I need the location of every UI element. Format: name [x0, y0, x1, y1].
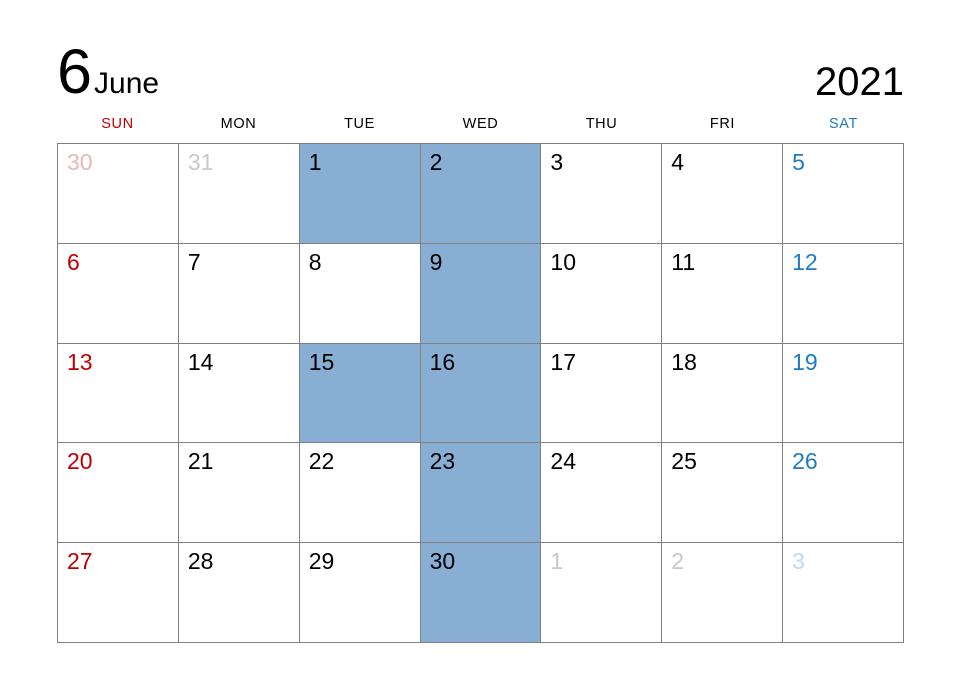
day-number: 12: [792, 248, 818, 275]
weekday-sun: SUN: [101, 116, 134, 132]
calendar-day-cell[interactable]: [179, 344, 300, 444]
day-number: 8: [308, 248, 322, 275]
calendar-day-cell[interactable]: [541, 344, 662, 444]
calendar-day-cell[interactable]: [300, 344, 421, 444]
calendar-day-cell[interactable]: [58, 244, 179, 344]
calendar-header: [57, 14, 904, 107]
day-number: 22: [308, 448, 335, 475]
day-number: 2: [671, 548, 685, 575]
weekday-sat: SAT: [829, 116, 858, 132]
calendar-day-cell[interactable]: [179, 244, 300, 344]
day-number: 10: [550, 248, 577, 275]
day-number: 2: [429, 149, 443, 175]
day-number: 17: [550, 348, 577, 375]
calendar-day-cell[interactable]: [783, 244, 904, 344]
day-number: 31: [187, 149, 214, 175]
calendar-day-cell[interactable]: [662, 344, 783, 444]
calendar-day-cell[interactable]: [421, 443, 542, 543]
day-number: 7: [187, 248, 201, 275]
calendar-day-cell[interactable]: [300, 543, 421, 643]
calendar-day-cell[interactable]: [300, 244, 421, 344]
day-number: 23: [429, 448, 456, 475]
day-number: 20: [67, 448, 93, 475]
calendar-day-cell[interactable]: [783, 144, 904, 244]
month-title: [57, 37, 160, 107]
day-number: 30: [429, 548, 456, 575]
calendar-day-cell[interactable]: [662, 543, 783, 643]
day-number: 21: [187, 448, 214, 475]
calendar-day-cell[interactable]: [783, 344, 904, 444]
calendar-day-cell[interactable]: [300, 144, 421, 244]
month-name: June: [94, 67, 160, 100]
day-number: 1: [550, 548, 564, 575]
weekday-fri: FRI: [709, 116, 736, 132]
calendar-day-cell[interactable]: [179, 543, 300, 643]
day-number: 29: [308, 548, 335, 575]
day-number: 5: [792, 149, 805, 175]
month-number: 6: [57, 37, 92, 107]
day-number: 27: [67, 548, 93, 575]
calendar-day-cell[interactable]: [179, 443, 300, 543]
day-number: 6: [67, 248, 80, 275]
weekday-header-row: [57, 116, 904, 132]
day-number: 3: [792, 548, 805, 575]
calendar-day-cell[interactable]: [541, 244, 662, 344]
weekday-mon: MON: [220, 116, 257, 132]
calendar-day-cell[interactable]: [421, 244, 542, 344]
day-number: 13: [67, 348, 93, 375]
calendar-day-cell[interactable]: [541, 543, 662, 643]
day-number: 11: [671, 248, 696, 275]
day-number: 30: [67, 149, 93, 175]
day-number: 28: [187, 548, 214, 575]
day-number: 25: [671, 448, 697, 475]
calendar-day-cell[interactable]: [58, 344, 179, 444]
calendar-day-cell[interactable]: [300, 443, 421, 543]
day-number: 9: [429, 248, 443, 275]
day-number: 18: [671, 348, 697, 375]
calendar-day-cell[interactable]: [662, 244, 783, 344]
calendar-day-cell[interactable]: [541, 144, 662, 244]
calendar-day-cell[interactable]: [662, 144, 783, 244]
day-number: 4: [671, 149, 685, 175]
day-number: 1: [308, 149, 322, 175]
calendar-grid: [57, 143, 904, 643]
day-number: 14: [187, 348, 214, 375]
calendar-day-cell[interactable]: [58, 543, 179, 643]
day-number: 3: [550, 149, 564, 175]
weekday-wed: WED: [462, 116, 499, 132]
calendar-day-cell[interactable]: [58, 443, 179, 543]
calendar-day-cell[interactable]: [783, 543, 904, 643]
day-number: 15: [308, 348, 335, 375]
calendar-day-cell[interactable]: [421, 543, 542, 643]
day-number: 19: [792, 348, 818, 375]
weekday-tue: TUE: [344, 116, 375, 132]
year-label: 2021: [815, 60, 904, 104]
calendar-day-cell[interactable]: [58, 144, 179, 244]
calendar-day-cell[interactable]: [421, 144, 542, 244]
calendar-day-cell[interactable]: [179, 144, 300, 244]
day-number: 16: [429, 348, 456, 375]
weekday-thu: THU: [585, 116, 618, 132]
calendar-day-cell[interactable]: [421, 344, 542, 444]
calendar-day-cell[interactable]: [662, 443, 783, 543]
day-number: 26: [792, 448, 818, 475]
calendar-day-cell[interactable]: [541, 443, 662, 543]
calendar-day-cell[interactable]: [783, 443, 904, 543]
day-number: 24: [550, 448, 577, 475]
